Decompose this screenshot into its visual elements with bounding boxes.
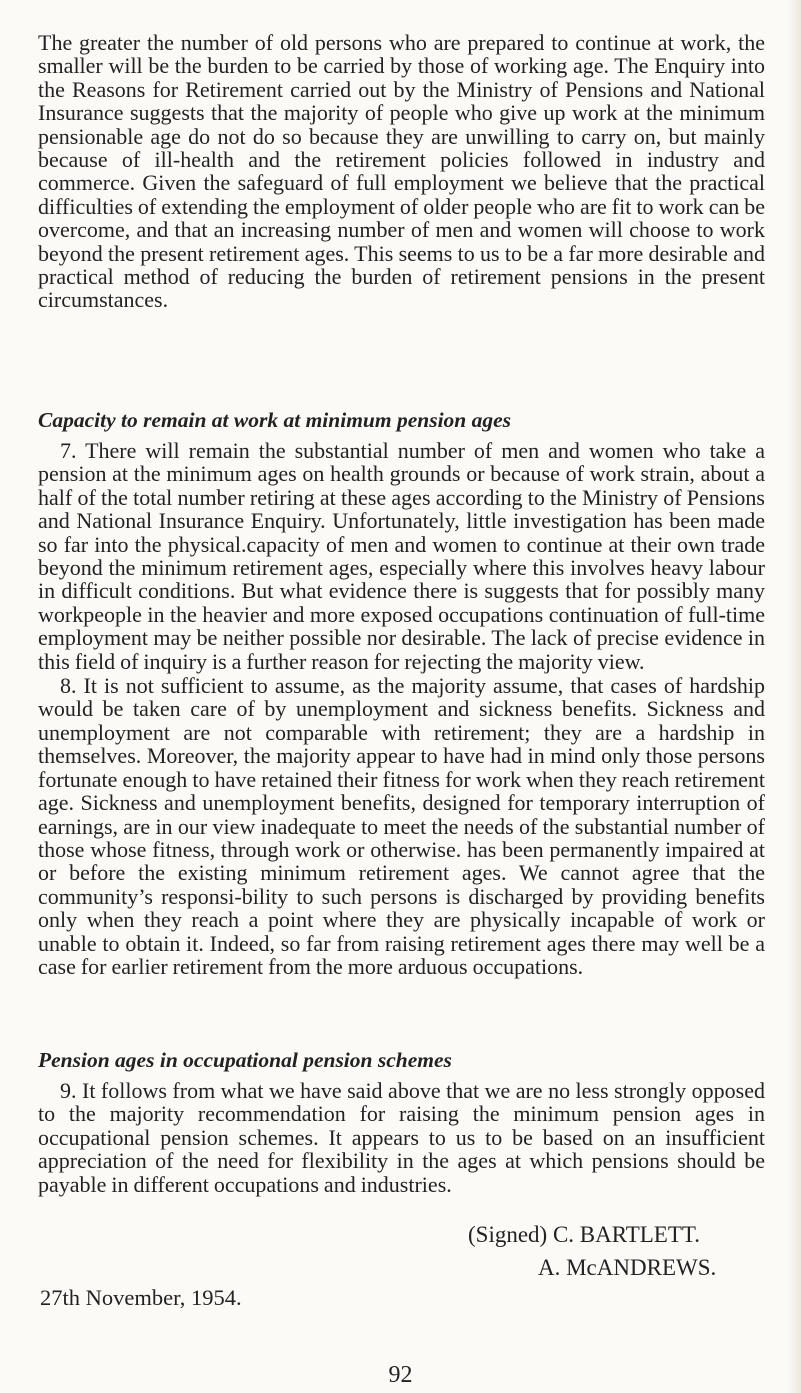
pension-ages-section	[38, 1047, 765, 1196]
page-edge-shadow	[787, 0, 801, 1393]
signature-line-2: A. McANDREWS.	[538, 1255, 717, 1280]
paragraph-8: 8. It is not sufficient to assume, as the majority assume, that cases of hardship would be taken care of by unemployment and sickness benefits. Sickness and unemployment are not comparable with retirement; they are a hardship in themselves. Moreover, the majority appear to have had in mind only those persons fortunate enough to have retained their fitness for work when they reach retirement age. Sickness and unemployment benefits, designed for temporary interruption of earnings, are in our view inadequate to meet the needs of the substantial number of those whose fitness, through work or otherwise. has been permanently impaired at or before the existing minimum retirement ages. We cannot agree that the community’s responsi-bility to such persons is discharged by providing benefits only when they reach a point where they are physically incapable of work or unable to obtain it. Indeed, so far from raising retirement ages there may well be a case for earlier retirement from the more arduous occupations.	[38, 673, 765, 979]
page-number: 92	[388, 1362, 413, 1388]
intro-paragraph: The greater the number of old persons who are prepared to continue at work, the smaller will be the burden to be carried by those of working age. The Enquiry into the Reasons for Retirement carried out by the Ministry of Pensions and National Insurance suggests that the majority of people who give up work at the minimum pensionable age do not do so because they are unwilling to carry on, but mainly because of ill-health and the retirement policies followed in industry and commerce. Given the safeguard of full employment we believe that the practical difficulties of extending the employment of older people who are fit to work can be overcome, and that an increasing number of men and women will choose to work beyond the present retirement ages. This seems to us to be a far more desirable and practical method of reducing the burden of retirement pensions in the present circumstances.	[38, 30, 765, 313]
paragraph-9: 9. It follows from what we have said above that we are no less strongly opposed to the majority recommendation for raising the minimum pension ages in occupational pension schemes. It appears to us to be based on an insufficient appreciation of the need for flexibility in the ages at which pensions should be payable in different occupations and industries.	[38, 1078, 765, 1197]
signature-line-1: (Signed) C. BARTLETT.	[468, 1222, 700, 1247]
section-heading-capacity: Capacity to remain at work at minimum pension ages	[38, 408, 512, 432]
document-date: 27th November, 1954.	[40, 1285, 242, 1310]
intro-paragraph-block	[38, 31, 765, 312]
paragraph-7: 7. There will remain the substantial number of men and women who take a pension at the minimum ages on health grounds or because of work strain, about a half of the total number retiring at these ages according to the Ministry of Pensions and National Insurance Enquiry. Unfortunately, little investigation has been made so far into the physical.capacity of men and women to continue at their own trade beyond the minimum retirement ages, especially where this involves heavy labour in difficult conditions. But what evidence there is suggests that for possibly many workpeople in the heavier and more exposed occupations continuation of full-time employment may be neither possible nor desirable. The lack of precise evidence in this field of inquiry is a further reason for rejecting the majority view.	[38, 438, 765, 674]
section-heading-pension-ages: Pension ages in occupational pension schemes	[38, 1048, 452, 1072]
capacity-section	[38, 407, 765, 978]
